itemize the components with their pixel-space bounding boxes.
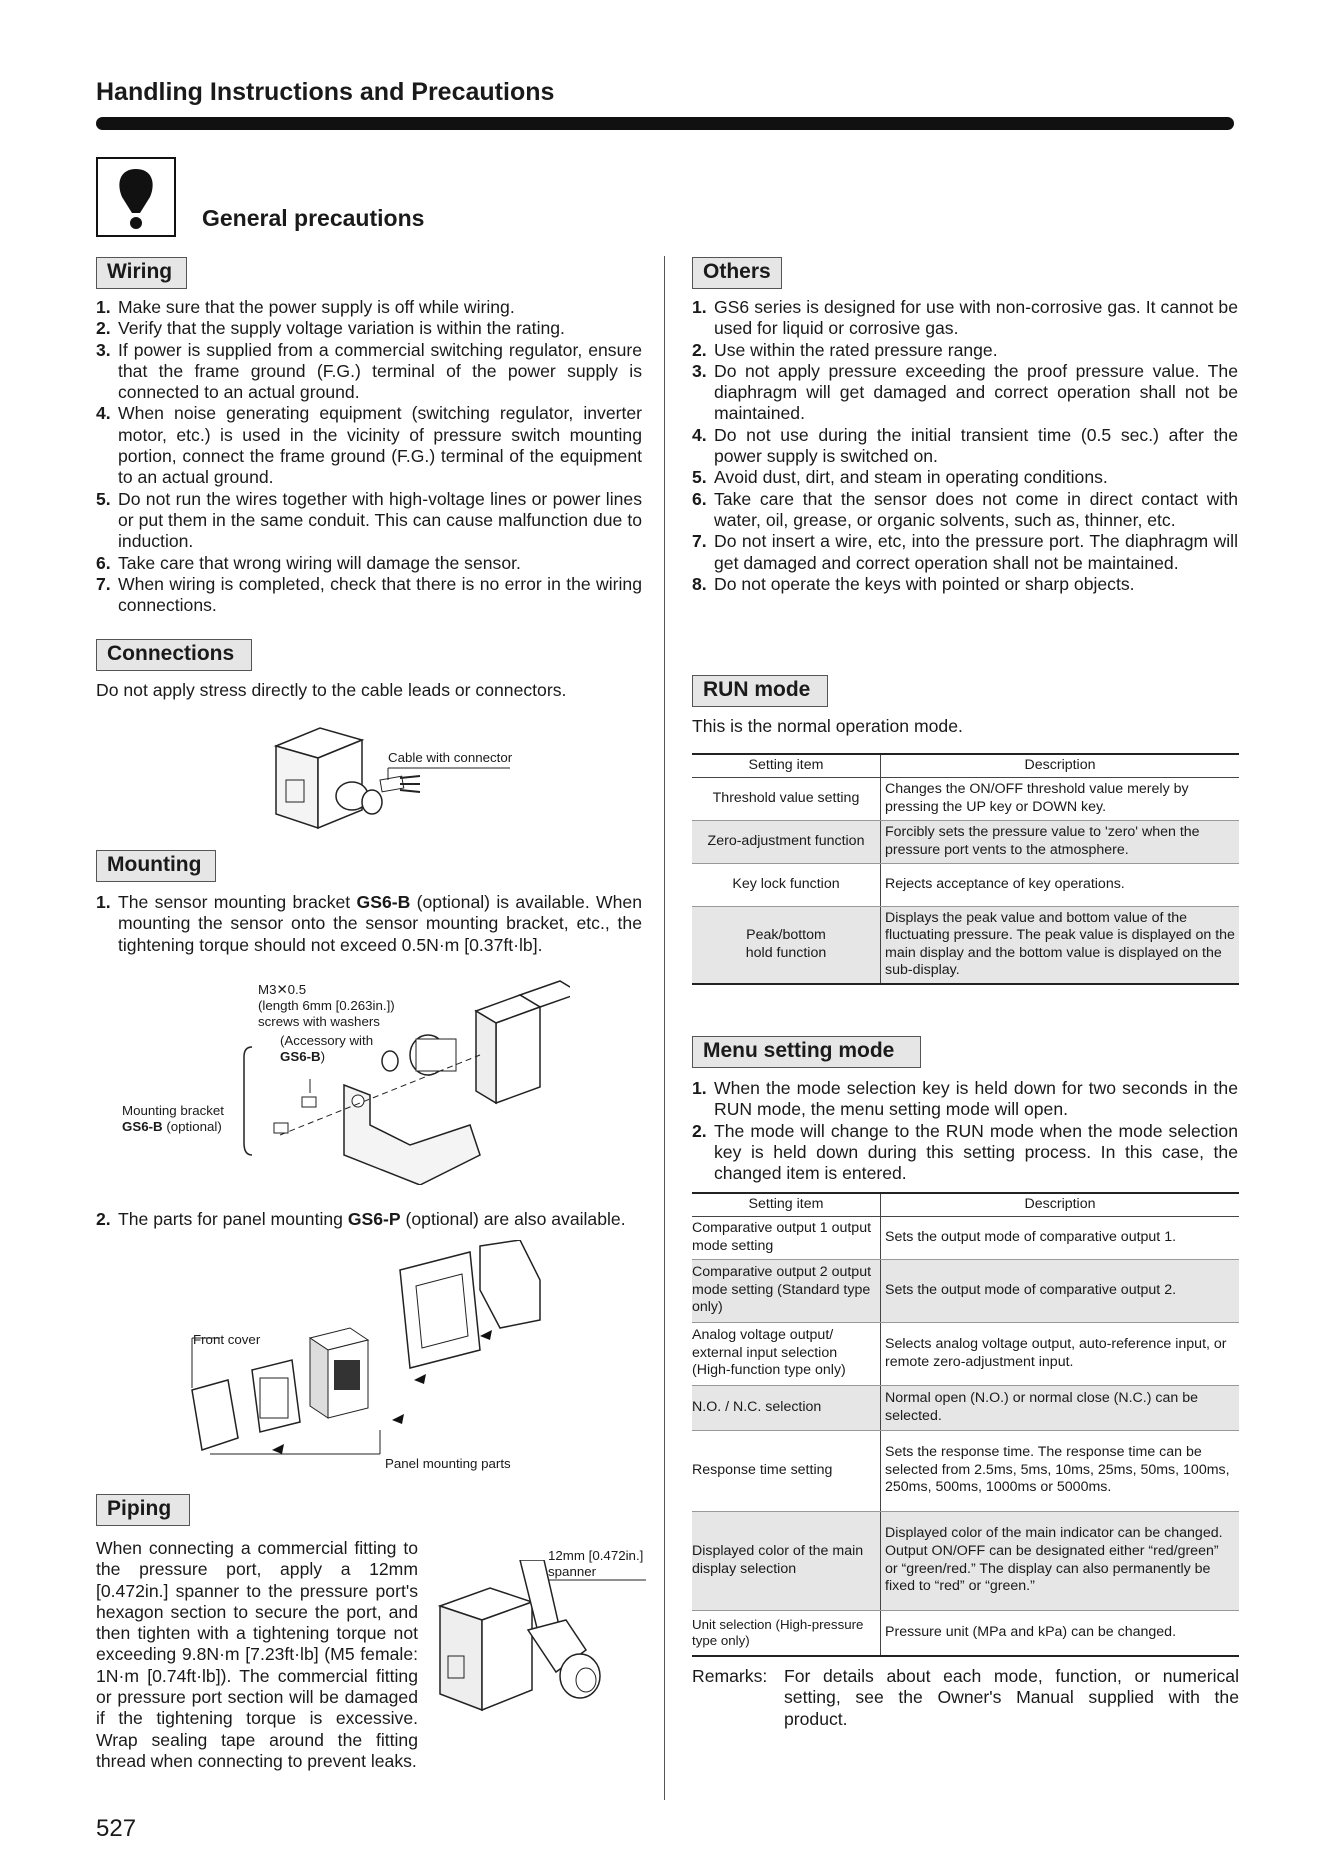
run-mode-text: This is the normal operation mode. [692,716,963,736]
piping-heading: Piping [96,1494,190,1526]
spanner-figure [436,1560,656,1730]
list-item: 1. Make sure that the power supply is off while wiring. [96,297,515,317]
table-row: Key lock function Rejects acceptance of key operations. [692,863,1239,906]
list-item: 4. Do not use during the initial transient time (0.5 sec.) after the power supply is switched on. [692,424,1238,467]
table-row: Displayed color of the main display selection Displayed color of the main indicator can be changed. Output ON/OFF can be designated either “red/green” or “green/red.” The display can also permanently be fixed to “red” or “green.” [692,1511,1239,1610]
run-mode-heading: RUN mode [692,675,828,707]
list-item: 6. Take care that the sensor does not come in direct contact with water, oil, grease, or organic solvents, such as, thinner, etc. [692,488,1238,530]
table-row: Comparative output 2 output mode setting (Standard type only) Sets the output mode of comparative output 2. [692,1259,1239,1322]
title-rule [96,117,1234,130]
list-item: 4. When noise generating equipment (switching regulator, inverter motor, etc.) is used in the vicinity of pressure switch mounting portion, connect the frame ground (F.G.) terminal of the equipment to an actual ground. [96,403,642,488]
connections-text: Do not apply stress directly to the cable leads or connectors. [96,680,567,700]
connections-heading: Connections [96,639,252,671]
mounting-item-2: 2. The parts for panel mounting GS6-P (optional) are also available. [96,1209,626,1229]
cable-connector-label: Cable with connector [388,750,513,765]
others-heading: Others [692,257,782,289]
menu-mode-list [692,1078,1238,1184]
panel-parts-label: Panel mounting parts [385,1456,511,1471]
panel-mounting-figure [180,1240,580,1480]
list-item: 3. If power is supplied from a commercial switching regulator, ensure that the frame ground (F.G.) terminal of the power supply is connected to an actual ground. [96,339,642,403]
list-item: 2. Verify that the supply voltage variation is within the rating. [96,318,565,339]
table-row: Unit selection (High-pressure type only) Pressure unit (MPa and kPa) can be changed. [692,1610,1239,1656]
list-item: 7. Do not insert a wire, etc, into the pressure port. The diaphragm will get damaged and correct operation shall not be maintained. [692,531,1238,573]
table-row: Comparative output 1 output mode setting Sets the output mode of comparative output 1. [692,1216,1239,1259]
run-mode-table: Setting item Description Threshold value setting Changes the ON/OFF threshold value merely by pressing the UP key or DOWN key. Zero-adjustment function Forcibly sets the pressure value to 'zero' when the pressure port vents to the atmosphere. Key lock function Rejects acceptance of key operations. Peak/bottom hold function Displays the peak value and bottom value of the fluctuating pressure. The peak value is displayed on the main display and the bottom value is displayed on the sub-display. [692,753,1239,985]
list-item: 5. Do not run the wires together with high-voltage lines or power lines or put them in the same conduit. This can cause malfunction due to induction. [96,488,642,552]
list-item: 3. Do not apply pressure exceeding the proof pressure value. The diaphragm will get damaged and correct operation shall not be maintained. [692,360,1238,424]
table-row: Analog voltage output/ external input selection (High-function type only) Selects analog voltage output, auto-reference input, or remote zero-adjustment input. [692,1322,1239,1385]
list-item: 2. Use within the rated pressure range. [692,339,998,360]
caution-icon [96,157,176,237]
column-divider [664,256,665,1800]
remarks-label: Remarks: [692,1666,768,1686]
table-row: N.O. / N.C. selection Normal open (N.O.) or normal close (N.C.) can be selected. [692,1385,1239,1430]
page-title: Handling Instructions and Precautions [96,78,555,106]
mounting-heading: Mounting [96,850,216,882]
table-row: Threshold value setting Changes the ON/OFF threshold value merely by pressing the UP key or DOWN key. [692,777,1239,820]
piping-text: When connecting a commercial fitting to the pressure port, apply a 12mm [0.472in.] spanner to the pressure port's hexagon section to secure the port, and then tighten with a tightening torque not exceeding 9.8N·m [7.23ft·lb] (M5 female: 1N·m [0.74ft·lb]). The commercial fitting or pressure port section will be damaged if the tightening torque is excessive. Wrap sealing tape around the fitting thread when connecting to prevent leaks. [96,1538,418,1771]
list-item: 1. When the mode selection key is held down for two seconds in the RUN mode, the menu setting mode will open. [692,1078,1238,1120]
accessory-label: (Accessory with GS6-B) [280,1033,374,1064]
others-list [692,297,1238,595]
spanner-label: 12mm [0.472in.] spanner [548,1548,644,1579]
wiring-heading: Wiring [96,257,187,289]
wiring-list [96,297,642,616]
table-row: Peak/bottom hold function Displays the peak value and bottom value of the fluctuating pressure. The peak value is displayed on the main display and the bottom value is displayed on the sub-display. [692,906,1239,984]
general-precautions-title: General precautions [202,205,425,231]
list-item: 6. Take care that wrong wiring will damage the sensor. [96,552,521,573]
list-item: 7. When wiring is completed, check that there is no error in the wiring connections. [96,573,642,616]
front-cover-label: Front cover [193,1332,261,1347]
list-item: 5. Avoid dust, dirt, and steam in operating conditions. [692,467,1108,488]
table-row: Zero-adjustment function Forcibly sets the pressure value to 'zero' when the pressure port vents to the atmosphere. [692,820,1239,863]
table-row: Response time setting Sets the response time. The response time can be selected from 2.5ms, 5ms, 10ms, 25ms, 50ms, 100ms, 250ms, 500ms, 1000ms or 5000ms. [692,1430,1239,1511]
page-number: 527 [96,1815,137,1842]
menu-mode-table: Setting item Description Comparative output 1 output mode setting Sets the output mode of comparative output 1. Comparative output 2 output mode setting (Standard type only) Sets the output mode of comparative output 2. Analog voltage output/ external input selection (High-function type only) Selects analog voltage output, auto-reference input, or remote zero-adjustment input. N.O. / N.C. selection Normal open (N.O.) or normal close (N.C.) can be selected. Response time setting Sets the response time. The response time can be selected from 2.5ms, 5ms, 10ms, 25ms, 50ms, 100ms, 250ms, 500ms, 1000ms or 5000ms. Displayed color of the main display selection Displayed color of the main indicator can be changed. Output ON/OFF can be designated either “red/green” or “green/red.” The display can also permanently be fixed to “red” or “green.” Unit selection (High-pressure type only) Pressure unit (MPa and kPa) can be changed. [692,1192,1239,1657]
sensor-connector-figure [270,718,520,838]
screw-label: M3✕0.5 (length 6mm [0.263in.]) screws with washers [258,982,395,1029]
list-item: 2. The mode will change to the RUN mode when the mode selection key is held down during this setting process. In this case, the changed item is entered. [692,1120,1238,1184]
bracket-label: Mounting bracket GS6-B (optional) [122,1103,224,1134]
list-item: 1. GS6 series is designed for use with non-corrosive gas. It cannot be used for liquid or corrosive gas. [692,297,1238,339]
remarks-text: For details about each mode, function, or numerical setting, see the Owner's Manual supplied with the product. [784,1666,1239,1729]
menu-mode-heading: Menu setting mode [692,1036,921,1068]
mounting-bracket-figure [240,975,570,1185]
list-item: 8. Do not operate the keys with pointed or sharp objects. [692,573,1135,594]
mounting-item-1: 1. The sensor mounting bracket GS6-B (optional) is available. When mounting the sensor onto the sensor mounting bracket, etc., the tightening torque should not exceed 0.5N·m [0.37ft·lb]. [96,892,642,955]
